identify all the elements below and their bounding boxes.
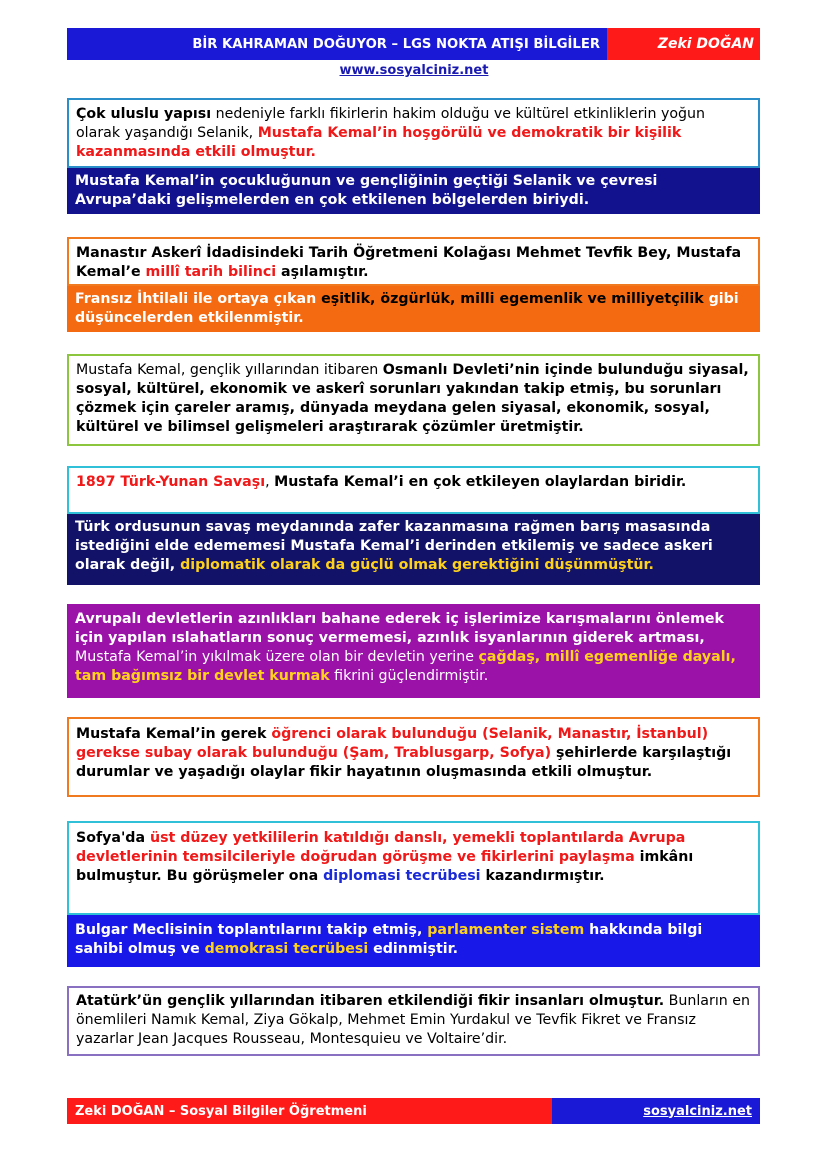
info-box-baris-masasi	[67, 514, 760, 585]
footer-author: Zeki DOĞAN – Sosyal Bilgiler Öğretmeni	[67, 1098, 552, 1124]
box1-lead: Çok uluslu yapısı	[76, 106, 212, 122]
page-footer	[67, 1098, 760, 1124]
header-author: Zeki DOĞAN	[607, 28, 760, 60]
box10-end: kazandırmıştır.	[480, 868, 605, 884]
box7-highlight: diplomatik olarak da güçlü olmak gerektiğini düşünmüştür.	[180, 557, 654, 573]
box10-diplomasi: diplomasi tecrübesi	[323, 868, 481, 884]
info-box-sofya	[67, 821, 760, 915]
box4-text: Fransız İhtilali ile ortaya çıkan	[75, 291, 322, 307]
info-box-selanik	[67, 98, 760, 168]
box12-text: Bunların en önemlileri Namık Kemal, Ziya Gökalp, Mehmet Emin Yurdakul ve Tevfik Fikret ve Fransız yazarlar Jean Jacques Rousseau, Montesquieu ve Voltaire’dir.	[76, 993, 750, 1047]
box6-highlight: 1897 Türk-Yunan Savaşı	[76, 474, 266, 490]
box8-bold: Avrupalı devletlerin azınlıkları bahane ederek iç işlerimize karışmalarını önlemek için yapılan ıslahatların sonuç vermemesi, azınlık isyanlarının giderek artması,	[75, 611, 724, 646]
box12-bold: Atatürk’ün gençlik yıllarından itibaren etkilendiği fikir insanları olmuştur.	[76, 993, 665, 1009]
site-link[interactable]: www.sosyalciniz.net	[339, 63, 489, 78]
box4-highlight: eşitlik, özgürlük, milli egemenlik ve milliyetçilik	[321, 291, 704, 307]
box10-mid: imkânı bulmuştur. Bu görüşmeler ona	[76, 849, 694, 884]
box8-highlight: çağdaş, millî egemenliğe dayalı, tam bağımsız bir devlet kurmak	[75, 649, 736, 684]
info-box-avrupa	[67, 168, 760, 214]
page-header	[67, 28, 760, 60]
box11-parlamenter: parlamenter sistem	[427, 922, 585, 938]
box8-end: fikrini güçlendirmiştir.	[329, 668, 489, 684]
box10-text: Sofya'da	[76, 830, 150, 846]
box3-text: Manastır Askerî İdadisindeki Tarih Öğretmeni Kolağası Mehmet Tevfik Bey, Mustafa Kemal’e	[76, 245, 742, 280]
box5-bold: Osmanlı Devleti’nin içinde bulunduğu siyasal, sosyal, kültürel, ekonomik ve askerî sorunları yakından takip etmiş, bu sorunları çözmek için çareler aramış, dünyada meydana gelen siyasal, ekonomik, sosyal, kültürel ve bilimsel gelişmeleri araştırarak çözümler üretmiştir.	[76, 362, 749, 435]
box9-highlight: öğrenci olarak bulunduğu (Selanik, Manastır, İstanbul) gerekse subay olarak bulunduğu (Şam, Trablusgarp, Sofya)	[76, 726, 709, 761]
info-box-fransiz-ihtilali	[67, 286, 760, 332]
box11-demokrasi: demokrasi tecrübesi	[204, 941, 369, 957]
footer-site-link[interactable]: sosyalciniz.net	[552, 1098, 760, 1124]
info-box-sorunlar	[67, 354, 760, 446]
info-box-turk-yunan	[67, 466, 760, 514]
box11-text: Bulgar Meclisinin toplantılarını takip etmiş,	[75, 922, 428, 938]
box9-text: Mustafa Kemal’in gerek	[76, 726, 272, 742]
box10-highlight: üst düzey yetkililerin katıldığı danslı, yemekli toplantılarda Avrupa devletlerinin temsilcileriyle doğrudan görüşme ve fikirlerini paylaşma	[76, 830, 686, 865]
info-box-azinliklar	[67, 604, 760, 698]
info-box-fikir-insanlari	[67, 986, 760, 1056]
info-box-bulgar-meclisi	[67, 915, 760, 967]
box5-text: Mustafa Kemal, gençlik yıllarından itibaren	[76, 362, 383, 378]
box11-mid: hakkında bilgi sahibi olmuş ve	[75, 922, 703, 957]
box6-sep: ,	[265, 474, 275, 490]
box7-text: Türk ordusunun savaş meydanında zafer kazanmasına rağmen barış masasında istediğini elde edememesi Mustafa Kemal’i derinden etkilemiş ve sadece askeri olarak değil,	[75, 519, 713, 573]
box8-text: Mustafa Kemal’in yıkılmak üzere olan bir devletin yerine	[75, 649, 479, 665]
box11-end: edinmiştir.	[368, 941, 458, 957]
box2-text: Mustafa Kemal’in çocukluğunun ve gençliğinin geçtiği Selanik ve çevresi Avrupa’daki gelişmelerden en çok etkilenen bölgelerden biriydi.	[75, 173, 658, 208]
box1-text: nedeniyle farklı fikirlerin hakim olduğu ve kültürel etkinliklerin yoğun olarak yaşandığı Selanik,	[76, 106, 706, 141]
box9-end: şehirlerde karşılaştığı durumlar ve yaşadığı olaylar fikir hayatının oluşmasında etkili olmuştur.	[76, 745, 732, 780]
box3-end: aşılamıştır.	[276, 264, 369, 280]
info-box-sehirler	[67, 717, 760, 797]
box6-text: Mustafa Kemal’i en çok etkileyen olaylardan biridir.	[274, 474, 687, 490]
box3-highlight: millî tarih bilinci	[145, 264, 277, 280]
header-title: BİR KAHRAMAN DOĞUYOR – LGS NOKTA ATIŞI BİLGİLER	[67, 28, 607, 60]
box1-highlight: Mustafa Kemal’in hoşgörülü ve demokratik bir kişilik kazanmasında etkili olmuştur.	[76, 125, 682, 160]
info-box-manastir	[67, 237, 760, 286]
box4-end: gibi düşüncelerden etkilenmiştir.	[75, 291, 739, 326]
